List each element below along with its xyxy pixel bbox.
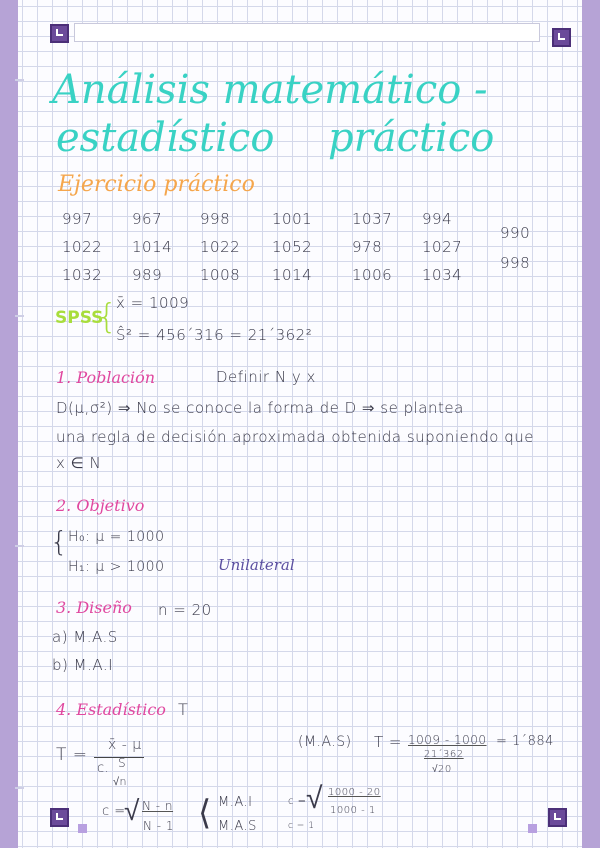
sample-size: n = 20 [158, 601, 212, 619]
data-value: 1006 [352, 266, 393, 284]
data-value: 1037 [352, 210, 393, 228]
section-heading-poblacion: 1. Población [56, 368, 156, 387]
data-value: 1022 [200, 238, 241, 256]
statistic-symbol: T [178, 700, 189, 719]
c-den: N - 1 [143, 819, 175, 833]
data-value: 998 [200, 210, 231, 228]
section-heading-diseno: 3. Diseño [56, 598, 132, 617]
design-option: b) M.A.I [52, 656, 114, 674]
mas-den1: 21´362 [424, 749, 464, 760]
section-heading-objetivo: 2. Objetivo [56, 496, 145, 515]
mas-numerator: 1009 - 1000 [408, 733, 487, 747]
data-value: 1032 [62, 266, 103, 284]
mas-result: = 1´884 [496, 734, 554, 749]
mas-label-2: M.A.S [218, 819, 257, 834]
bookmark-icon [548, 808, 567, 827]
bookmark-icon [50, 808, 69, 827]
sqrt-icon: √ [124, 794, 140, 827]
data-value: 990 [500, 224, 531, 242]
body-line: una regla de decisión aproximada obtenida suponiendo que [56, 428, 534, 446]
section-heading-estadistico: 4. Estadístico [56, 700, 166, 719]
data-value: 978 [352, 238, 383, 256]
define-text: Definir N y x [216, 368, 316, 386]
data-value: 1001 [272, 210, 313, 228]
margin-hole [15, 315, 24, 317]
data-value: 1052 [272, 238, 313, 256]
brace-icon: { [96, 297, 119, 337]
data-value: 1022 [62, 238, 103, 256]
mas-label: (M.A.S) [298, 734, 352, 750]
alt-hypothesis: H₁: μ > 1000 [68, 559, 165, 575]
margin-hole [15, 545, 24, 547]
sqrt-icon: √ [306, 781, 323, 816]
spss-label: SPSS [55, 308, 104, 328]
formula-lhs: T = [56, 745, 88, 765]
formula-den-s: S [118, 756, 127, 770]
test-type: Unilateral [218, 556, 295, 574]
data-value: 967 [132, 210, 163, 228]
c-lhs: c = [102, 804, 126, 819]
body-line: x ∈ N [56, 454, 102, 472]
corner-square-icon [78, 824, 87, 833]
data-value: 1014 [272, 266, 313, 284]
margin-hole [15, 787, 24, 789]
data-value: 1008 [200, 266, 241, 284]
null-hypothesis: H₀: μ = 1000 [68, 529, 165, 545]
data-value: 989 [132, 266, 163, 284]
page-title-line2: estadístico [56, 115, 275, 161]
brace-icon: { [50, 525, 69, 558]
bookmark-icon [50, 24, 69, 43]
formula-den-c: c. [97, 761, 110, 776]
sample-mean: x̄ = 1009 [116, 294, 190, 312]
page-title-line2b: práctico [328, 115, 495, 161]
formula-den-root: √n [113, 775, 128, 788]
body-line: D(μ,σ²) ⇒ No se conoce la forma de D ⇒ se plantea [56, 399, 464, 417]
brace-left-icon: ⟨ [198, 793, 212, 833]
c2-denominator: 1000 - 1 [330, 805, 376, 816]
c2-lhs: c = [288, 796, 307, 807]
c2-numerator: 1000 - 20 [328, 787, 381, 798]
data-value: 1034 [422, 266, 463, 284]
data-value: 998 [500, 254, 531, 272]
sample-variance: Ŝ² = 456´316 = 21´362² [116, 326, 313, 344]
mai-label: M.A.I [218, 795, 253, 810]
bookmark-icon [552, 28, 571, 47]
data-value: 1014 [132, 238, 173, 256]
design-option: a) M.A.S [52, 628, 118, 646]
c-root: N - n [142, 799, 174, 813]
page-title: Análisis matemático - [52, 67, 488, 113]
mas-den2: √20 [432, 764, 452, 775]
data-value: 997 [62, 210, 93, 228]
c3-value: c = 1 [288, 821, 315, 831]
exercise-heading: Ejercicio práctico [58, 172, 255, 197]
data-value: 1027 [422, 238, 463, 256]
mas-t: T = [374, 733, 402, 751]
formula-numerator: x̄ - μ [108, 737, 142, 753]
corner-square-icon [528, 824, 537, 833]
data-value: 994 [422, 210, 453, 228]
margin-hole [15, 79, 24, 81]
header-box [74, 23, 540, 42]
